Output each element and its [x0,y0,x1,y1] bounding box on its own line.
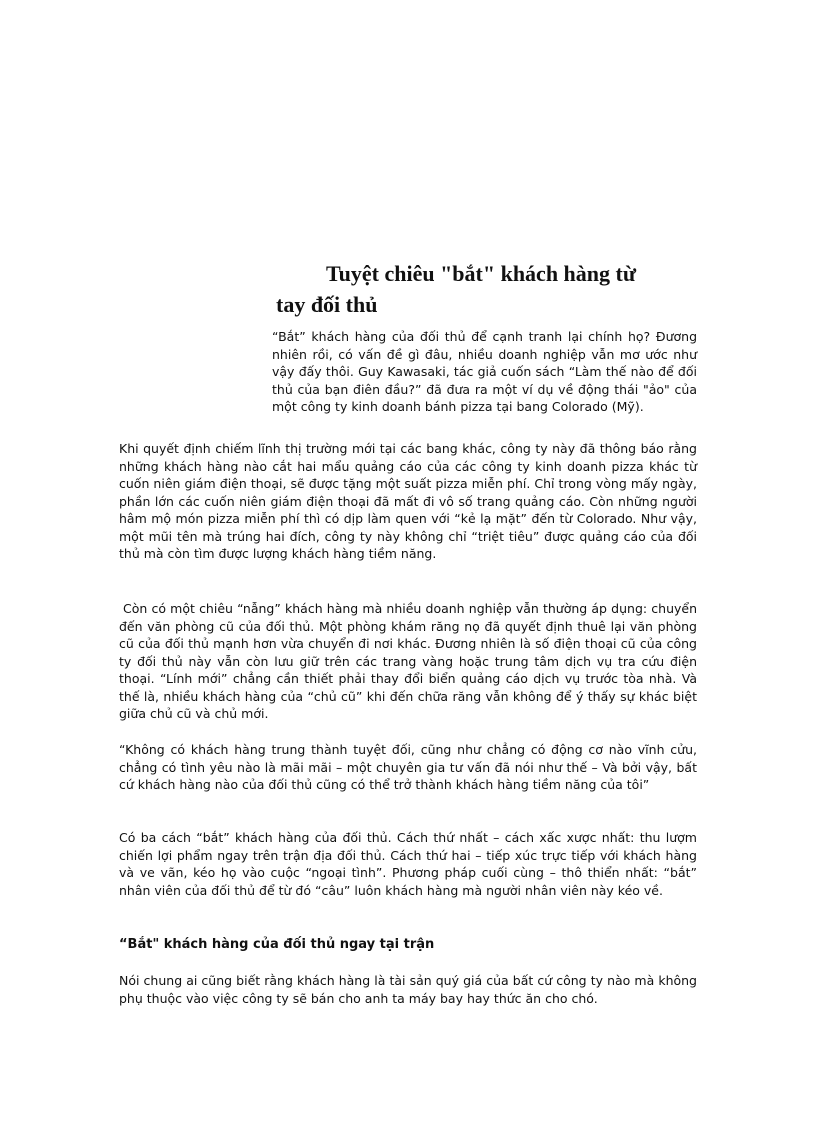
paragraph-4: Có ba cách “bắt” khách hàng của đối thủ. Cách thứ nhất – cách xấc xược nhất: thu lượm chiến lợi phẩm ngay trên trận địa đối thủ. Cách thứ hai – tiếp xúc trực tiếp với khách hàng và ve vãn, kéo họ vào cuộc “ngoại tình”. Phương pháp cuối cùng – thô thiển nhất: “bắt” nhân viên của đối thủ để từ đó “câu” luôn khách hàng mà người nhân viên này kéo về. [119,830,697,898]
intro-section [119,328,697,416]
paragraph-2: Còn có một chiêu “nẫng” khách hàng mà nhiều doanh nghiệp vẫn thường áp dụng: chuyển đến văn phòng cũ của đối thủ. Một phòng khám răng nọ đã quyết định thuê lại văn phòng cũ của đối thủ mạnh hơn vừa chuyển đi nơi khác. Đương nhiên là số điện thoại cũ của công ty đối thủ này vẫn còn lưu giữ trên các trang vàng hoặc trung tâm dịch vụ tra cứu điện thoại. “Lính mới” chẳng cần thiết phải thay đổi biển quảng cáo dịch vụ trước tòa nhà. Và thế là, nhiều khách hàng của “chủ cũ” khi đến chữa răng vẫn không để ý thấy sự khác biệt giữa chủ cũ và chủ mới. [119,601,697,721]
section-heading: “Bắt" khách hàng của đối thủ ngay tại trận [119,937,435,952]
paragraph-3-quote: “Không có khách hàng trung thành tuyệt đối, cũng như chẳng có động cơ nào vĩnh cửu, chẳng có tình yêu nào là mãi mãi – một chuyên gia tư vấn đã nói như thế – Và bởi vậy, bất cứ khách hàng nào của đối thủ cũng có thể trở thành khách hàng tiềm năng của tôi” [119,742,697,792]
title-line-2: tay đối thủ [276,292,378,317]
document-title [276,258,706,320]
paragraph-1: Khi quyết định chiếm lĩnh thị trường mới tại các bang khác, công ty này đã thông báo rằng những khách hàng nào cắt hai mẩu quảng cáo của các công ty kinh doanh pizza khác từ cuốn niên giám điện thoại, sẽ được tặng một suất pizza miễn phí. Chỉ trong vòng mấy ngày, phần lớn các cuốn niên giám điện thoại đã mất đi vô số trang quảng cáo. Còn những người hâm mộ món pizza miễn phí thì có dịp làm quen với “kẻ lạ mặt” đến từ Colorado. Như vậy, một mũi tên mà trúng hai đích, công ty này không chỉ “triệt tiêu” được quảng cáo của đối thủ mà còn tìm được lượng khách hàng tiềm năng. [119,441,697,561]
title-line-1: Tuyệt chiêu "bắt" khách hàng từ [326,261,637,286]
paragraph-5: Nói chung ai cũng biết rằng khách hàng là tài sản quý giá của bất cứ công ty nào mà không phụ thuộc vào việc công ty sẽ bán cho anh ta máy bay hay thức ăn cho chó. [119,973,697,1006]
intro-indent-spacer [119,328,272,400]
intro-paragraph: “Bắt” khách hàng của đối thủ để cạnh tranh lại chính họ? Đương nhiên rồi, có vấn đề gì đâu, nhiều doanh nghiệp vẫn mơ ước như vậy đấy thôi. Guy Kawasaki, tác giả cuốn sách “Làm thế nào để đối thủ của bạn điên đầu?” đã đưa ra một ví dụ về động thái "ảo" của một công ty kinh doanh bánh pizza tại bang Colorado (Mỹ). [272,329,697,414]
